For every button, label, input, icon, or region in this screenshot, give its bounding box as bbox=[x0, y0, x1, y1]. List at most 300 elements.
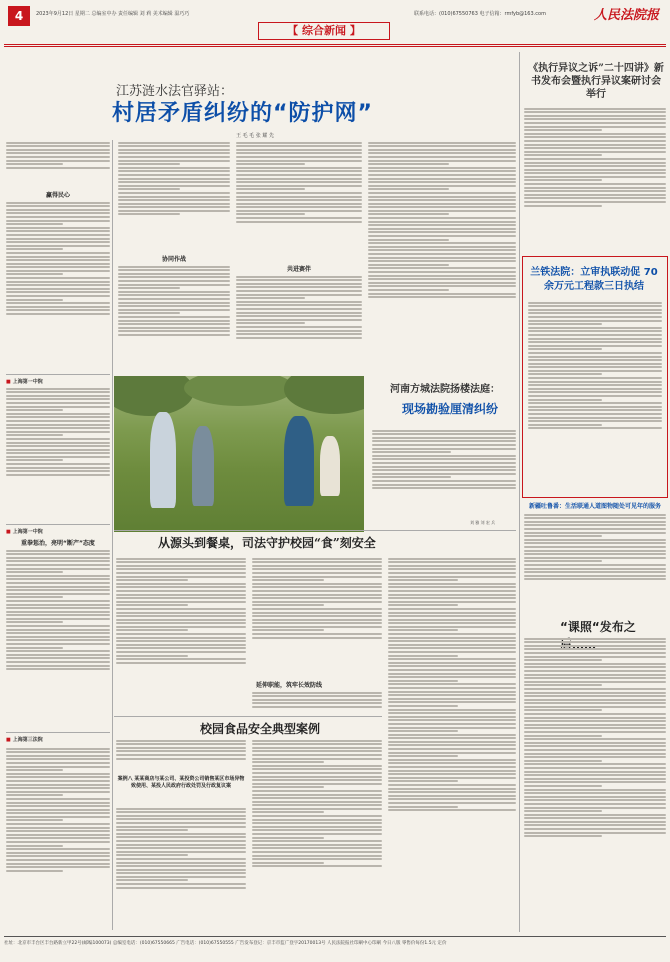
text-line bbox=[388, 759, 516, 761]
text-line bbox=[368, 275, 516, 277]
brief-head-2: ■ 上海第一中院 bbox=[6, 528, 43, 535]
text-line bbox=[524, 645, 666, 647]
text-line bbox=[6, 424, 110, 426]
text-line bbox=[524, 176, 666, 178]
text-line bbox=[236, 301, 362, 303]
text-line bbox=[388, 644, 516, 646]
text-line bbox=[524, 571, 666, 573]
brief-divider bbox=[6, 374, 110, 375]
footer-text: 社址：北京市丰台区丰台路新立甲22号(邮编100073) 总编室电话：(010)67550665 广告电话：(010)67550555 广告发布登记：京丰市监广登字20170013号 人民法院报社印刷中心印刷 今日八版 零售价每份1.5元 定价 bbox=[4, 941, 447, 946]
text-line bbox=[252, 586, 382, 588]
text-line bbox=[388, 669, 516, 671]
text-line bbox=[368, 149, 516, 151]
text-line bbox=[524, 781, 666, 783]
text-line bbox=[368, 145, 516, 147]
brief-head-1: ■ 上海第一中院 bbox=[6, 378, 43, 385]
text-line bbox=[388, 741, 516, 743]
text-line bbox=[388, 676, 516, 678]
text-line bbox=[524, 144, 666, 146]
text-line bbox=[388, 622, 516, 624]
text-line bbox=[236, 145, 362, 147]
text-line bbox=[6, 560, 110, 562]
text-line bbox=[252, 750, 382, 752]
text-line bbox=[368, 163, 449, 165]
text-line bbox=[524, 799, 666, 801]
editor-info: 联系电话：(010)67550763 电子信箱：rmfyb@163.com bbox=[414, 11, 546, 17]
text-line bbox=[524, 692, 666, 694]
text-line bbox=[118, 213, 180, 215]
text-line bbox=[6, 647, 63, 649]
text-line bbox=[6, 474, 110, 476]
text-line bbox=[524, 749, 666, 751]
text-line bbox=[524, 763, 666, 765]
text-line bbox=[252, 568, 382, 570]
text-line bbox=[118, 152, 230, 154]
text-line bbox=[388, 658, 516, 660]
text-line bbox=[6, 866, 110, 868]
text-line bbox=[524, 521, 666, 523]
text-line bbox=[368, 213, 449, 215]
text-line bbox=[6, 238, 110, 240]
text-line bbox=[6, 607, 110, 609]
text-line bbox=[236, 199, 362, 201]
text-line bbox=[116, 619, 246, 621]
text-line bbox=[6, 791, 110, 793]
text-line bbox=[388, 701, 516, 703]
photo-byline: 刘 雅 刘 宏 兵 bbox=[470, 520, 496, 525]
text-line bbox=[6, 306, 110, 308]
text-line bbox=[524, 742, 666, 744]
text-line bbox=[118, 294, 230, 296]
text-line bbox=[524, 201, 666, 203]
text-line bbox=[116, 565, 246, 567]
text-line bbox=[388, 788, 516, 790]
text-line bbox=[118, 266, 230, 268]
text-line bbox=[252, 779, 382, 781]
text-line bbox=[252, 844, 382, 846]
text-line bbox=[6, 863, 110, 865]
text-line bbox=[116, 640, 246, 642]
text-line bbox=[252, 601, 382, 603]
text-line bbox=[6, 816, 110, 818]
text-line bbox=[524, 187, 666, 189]
text-line bbox=[524, 670, 666, 672]
text-line bbox=[6, 413, 110, 415]
text-line bbox=[388, 712, 516, 714]
text-line bbox=[524, 524, 666, 526]
text-line bbox=[252, 794, 382, 796]
text-line bbox=[372, 487, 516, 489]
lead-body-col1 bbox=[6, 140, 110, 186]
text-line bbox=[388, 709, 516, 711]
text-line bbox=[252, 865, 382, 867]
text-line bbox=[236, 290, 362, 292]
text-line bbox=[236, 221, 362, 223]
text-line bbox=[524, 677, 666, 679]
text-line bbox=[6, 248, 63, 250]
text-line bbox=[524, 542, 666, 544]
text-line bbox=[236, 160, 362, 162]
text-line bbox=[116, 558, 246, 560]
case-title: 校园食品安全典型案例 bbox=[200, 722, 321, 736]
text-line bbox=[528, 373, 602, 375]
text-line bbox=[6, 395, 110, 397]
text-line bbox=[252, 765, 382, 767]
text-line bbox=[388, 734, 516, 736]
text-line bbox=[6, 769, 63, 771]
text-line bbox=[116, 658, 246, 660]
text-line bbox=[252, 561, 382, 563]
text-line bbox=[118, 302, 230, 304]
text-line bbox=[368, 264, 449, 266]
text-line bbox=[528, 359, 662, 361]
text-line bbox=[6, 819, 63, 821]
text-line bbox=[118, 163, 180, 165]
text-line bbox=[6, 234, 110, 236]
text-line bbox=[368, 156, 516, 158]
text-line bbox=[6, 625, 110, 627]
text-line bbox=[236, 178, 362, 180]
text-line bbox=[6, 636, 110, 638]
brief-head-3: ■ 上海第三法院 bbox=[6, 736, 43, 743]
text-line bbox=[524, 745, 666, 747]
text-line bbox=[6, 762, 110, 764]
text-line bbox=[6, 398, 110, 400]
text-line bbox=[524, 557, 666, 559]
middle-body-col1 bbox=[116, 556, 246, 716]
text-line bbox=[116, 561, 246, 563]
text-line bbox=[6, 848, 110, 850]
text-line bbox=[252, 615, 382, 617]
text-line bbox=[252, 811, 324, 813]
text-line bbox=[524, 824, 666, 826]
photo-caption bbox=[372, 428, 516, 518]
text-line bbox=[388, 655, 458, 657]
text-line bbox=[388, 586, 516, 588]
text-line bbox=[388, 576, 516, 578]
text-line bbox=[388, 629, 458, 631]
text-line bbox=[524, 792, 666, 794]
text-line bbox=[524, 835, 602, 837]
text-line bbox=[372, 433, 516, 435]
text-line bbox=[388, 691, 516, 693]
masthead bbox=[4, 4, 666, 44]
text-line bbox=[372, 451, 451, 453]
brief-divider bbox=[6, 524, 110, 525]
text-line bbox=[6, 611, 110, 613]
text-line bbox=[368, 271, 516, 273]
text-line bbox=[524, 179, 602, 181]
text-line bbox=[6, 302, 110, 304]
text-line bbox=[252, 833, 382, 835]
text-line bbox=[252, 858, 382, 860]
text-line bbox=[6, 837, 110, 839]
text-line bbox=[528, 417, 662, 419]
text-line bbox=[118, 178, 230, 180]
text-line bbox=[252, 695, 382, 697]
text-line bbox=[6, 668, 110, 670]
brief-body-3 bbox=[6, 746, 110, 930]
right-title-2: 新疆吐鲁番：生活联通人道图物随处可见年的服务 bbox=[528, 503, 661, 510]
text-line bbox=[236, 181, 362, 183]
text-line bbox=[6, 809, 110, 811]
text-line bbox=[524, 699, 666, 701]
header-rule bbox=[4, 44, 666, 45]
text-line bbox=[6, 650, 110, 652]
text-line bbox=[368, 246, 516, 248]
text-line bbox=[372, 437, 516, 439]
text-line bbox=[6, 152, 110, 154]
middle-body-col2b bbox=[252, 690, 382, 716]
text-line bbox=[372, 469, 516, 471]
text-line bbox=[252, 629, 324, 631]
text-line bbox=[118, 320, 230, 322]
text-line bbox=[388, 565, 516, 567]
brief-body-1 bbox=[6, 386, 110, 518]
text-line bbox=[6, 431, 110, 433]
text-line bbox=[368, 174, 516, 176]
text-line bbox=[524, 659, 602, 661]
text-line bbox=[368, 178, 516, 180]
text-line bbox=[6, 277, 110, 279]
text-line bbox=[252, 740, 382, 742]
text-line bbox=[368, 249, 516, 251]
text-line bbox=[524, 564, 666, 566]
text-line bbox=[118, 192, 230, 194]
text-line bbox=[528, 409, 662, 411]
text-line bbox=[528, 327, 662, 329]
text-line bbox=[528, 345, 662, 347]
text-line bbox=[6, 470, 110, 472]
text-line bbox=[252, 768, 382, 770]
text-line bbox=[6, 629, 110, 631]
text-line bbox=[252, 851, 382, 853]
text-line bbox=[252, 743, 382, 745]
text-line bbox=[372, 458, 516, 460]
text-line bbox=[524, 656, 666, 658]
text-line bbox=[252, 761, 324, 763]
text-line bbox=[6, 657, 110, 659]
text-line bbox=[528, 370, 662, 372]
text-line bbox=[6, 445, 110, 447]
text-line bbox=[388, 680, 458, 682]
text-line bbox=[6, 245, 110, 247]
text-line bbox=[6, 748, 110, 750]
text-line bbox=[116, 604, 188, 606]
text-line bbox=[118, 284, 230, 286]
text-line bbox=[524, 194, 666, 196]
text-line bbox=[524, 735, 602, 737]
text-line bbox=[6, 467, 110, 469]
text-line bbox=[6, 256, 110, 258]
text-line bbox=[6, 252, 110, 254]
text-line bbox=[118, 185, 230, 187]
text-line bbox=[388, 705, 458, 707]
text-line bbox=[388, 727, 516, 729]
text-line bbox=[116, 829, 188, 831]
text-line bbox=[6, 586, 110, 588]
text-line bbox=[116, 862, 246, 864]
text-line bbox=[524, 778, 666, 780]
lead-body-col2b bbox=[118, 264, 230, 370]
text-line bbox=[116, 858, 246, 860]
text-line bbox=[6, 223, 63, 225]
section-divider bbox=[114, 716, 382, 717]
text-line bbox=[524, 575, 666, 577]
text-line bbox=[252, 558, 382, 560]
text-line bbox=[528, 312, 662, 314]
text-line bbox=[528, 338, 662, 340]
text-line bbox=[528, 352, 662, 354]
text-line bbox=[528, 309, 662, 311]
text-line bbox=[6, 309, 110, 311]
text-line bbox=[236, 206, 362, 208]
middle-subhead: 延伸职能，筑牢长效防线 bbox=[256, 682, 323, 689]
text-line bbox=[6, 409, 63, 411]
text-line bbox=[388, 612, 516, 614]
text-line bbox=[528, 334, 662, 336]
text-line bbox=[388, 597, 516, 599]
text-line bbox=[388, 673, 516, 675]
text-line bbox=[524, 774, 666, 776]
text-line bbox=[116, 872, 246, 874]
text-line bbox=[6, 852, 110, 854]
text-line bbox=[236, 322, 305, 324]
text-line bbox=[6, 142, 110, 144]
text-line bbox=[368, 188, 449, 190]
text-line bbox=[6, 149, 110, 151]
text-line bbox=[236, 142, 362, 144]
text-line bbox=[6, 661, 110, 663]
text-line bbox=[236, 326, 362, 328]
text-line bbox=[116, 750, 246, 752]
text-line bbox=[236, 283, 362, 285]
text-line bbox=[388, 773, 516, 775]
text-line bbox=[372, 440, 516, 442]
text-line bbox=[6, 416, 110, 418]
text-line bbox=[372, 484, 516, 486]
text-line bbox=[388, 568, 516, 570]
text-line bbox=[388, 561, 516, 563]
text-line bbox=[368, 167, 516, 169]
text-line bbox=[528, 330, 662, 332]
text-line bbox=[6, 442, 110, 444]
text-line bbox=[524, 738, 666, 740]
text-line bbox=[236, 312, 362, 314]
text-line bbox=[524, 535, 602, 537]
column-divider bbox=[519, 52, 520, 932]
text-line bbox=[528, 363, 662, 365]
text-line bbox=[118, 327, 230, 329]
text-line bbox=[6, 855, 110, 857]
text-line bbox=[6, 870, 63, 872]
middle-body-col3 bbox=[388, 556, 516, 930]
page-number: 4 bbox=[8, 6, 30, 26]
text-line bbox=[6, 784, 110, 786]
text-line bbox=[368, 296, 516, 298]
text-line bbox=[528, 413, 662, 415]
lead-kicker: 江苏涟水法官驿站： bbox=[116, 84, 234, 99]
text-line bbox=[6, 299, 63, 301]
text-line bbox=[524, 684, 602, 686]
text-line bbox=[116, 629, 188, 631]
text-line bbox=[372, 462, 516, 464]
text-line bbox=[524, 706, 666, 708]
text-line bbox=[6, 621, 63, 623]
text-line bbox=[252, 706, 382, 708]
text-line bbox=[524, 568, 666, 570]
text-line bbox=[116, 758, 246, 760]
text-line bbox=[252, 608, 382, 610]
text-line bbox=[368, 199, 516, 201]
text-line bbox=[528, 399, 602, 401]
text-line bbox=[524, 108, 666, 110]
text-line bbox=[6, 427, 110, 429]
text-line bbox=[118, 170, 230, 172]
text-line bbox=[252, 594, 382, 596]
text-line bbox=[252, 808, 382, 810]
text-line bbox=[252, 758, 382, 760]
text-line bbox=[524, 528, 666, 530]
text-line bbox=[6, 812, 110, 814]
text-line bbox=[252, 747, 382, 749]
text-line bbox=[388, 601, 516, 603]
text-line bbox=[6, 827, 110, 829]
text-line bbox=[524, 731, 666, 733]
text-line bbox=[6, 564, 110, 566]
text-line bbox=[252, 819, 382, 821]
text-line bbox=[6, 456, 110, 458]
text-line bbox=[368, 231, 516, 233]
text-line bbox=[116, 883, 246, 885]
text-line bbox=[6, 600, 110, 602]
text-line bbox=[236, 196, 362, 198]
lead-body-col4 bbox=[368, 140, 516, 370]
text-line bbox=[388, 795, 516, 797]
right-body-3 bbox=[524, 636, 666, 930]
text-line bbox=[368, 253, 516, 255]
field-photo bbox=[114, 376, 364, 532]
text-line bbox=[528, 348, 602, 350]
lead-subhead-3: 共进赛伴 bbox=[286, 266, 311, 273]
text-line bbox=[6, 582, 110, 584]
text-line bbox=[524, 756, 666, 758]
text-line bbox=[116, 626, 246, 628]
text-line bbox=[368, 282, 516, 284]
text-line bbox=[6, 230, 110, 232]
text-line bbox=[118, 298, 230, 300]
text-line bbox=[6, 578, 110, 580]
text-line bbox=[368, 224, 516, 226]
text-line bbox=[524, 111, 666, 113]
text-line bbox=[116, 865, 246, 867]
text-line bbox=[388, 594, 516, 596]
text-line bbox=[368, 239, 449, 241]
text-line bbox=[116, 583, 246, 585]
right-title-1: 《执行异议之诉”二十四讲》新书发布会暨执行异议案研讨会举行 bbox=[528, 63, 664, 100]
text-line bbox=[118, 149, 230, 151]
text-line bbox=[252, 699, 382, 701]
text-line bbox=[388, 608, 516, 610]
text-line bbox=[368, 293, 516, 295]
text-line bbox=[252, 604, 324, 606]
text-line bbox=[524, 648, 666, 650]
text-line bbox=[388, 809, 516, 811]
lead-subhead-1: 赢得民心 bbox=[45, 192, 70, 199]
right-body-2 bbox=[524, 512, 666, 612]
text-line bbox=[6, 841, 110, 843]
text-line bbox=[372, 444, 516, 446]
